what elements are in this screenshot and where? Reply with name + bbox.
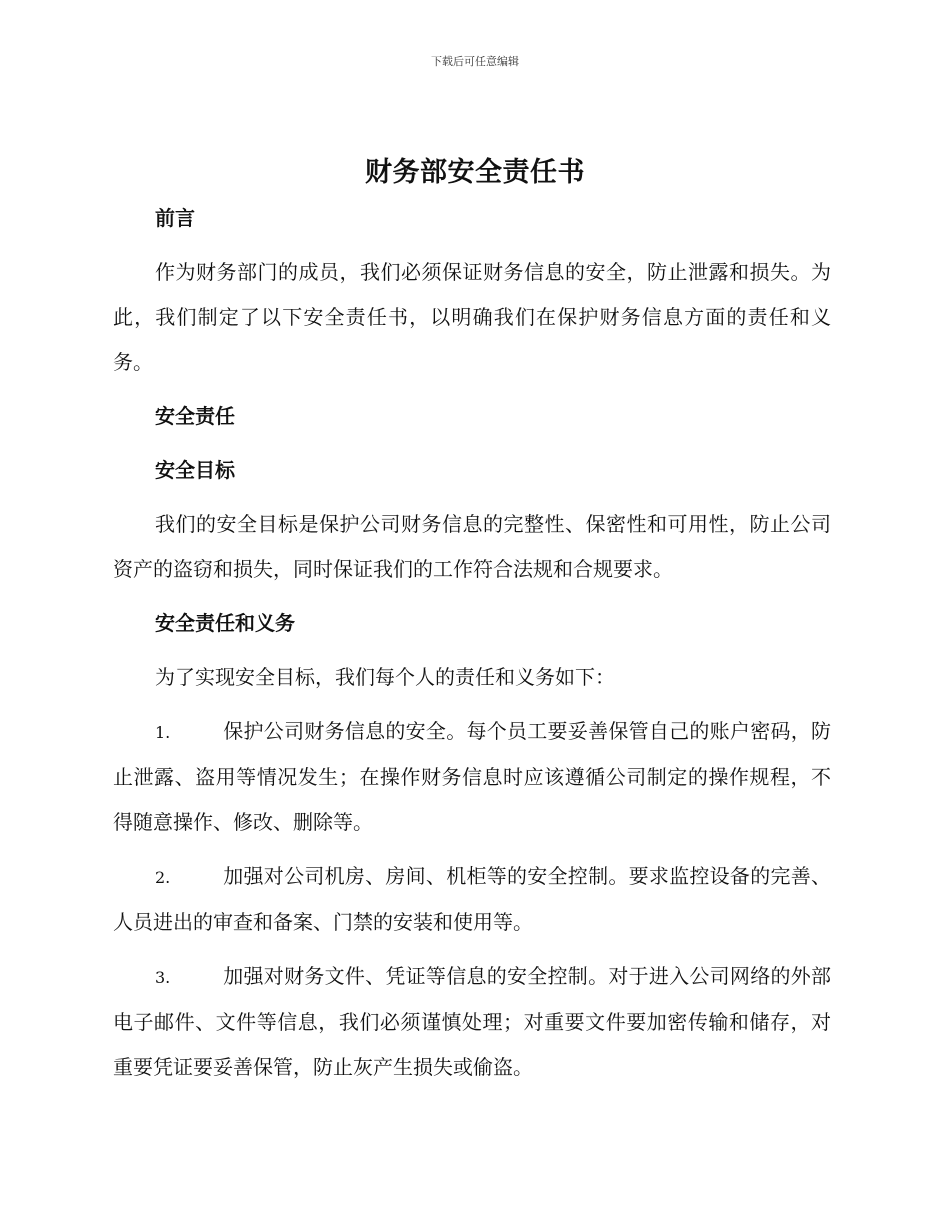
- safety-goal-paragraph: 我们的安全目标是保护公司财务信息的完整性、保密性和可用性，防止公司资产的盗窃和损失，同时保证我们的工作符合法规和合规要求。: [113, 512, 831, 581]
- safety-goal-heading: 安全目标: [155, 458, 235, 482]
- duties-intro-paragraph: 为了实现安全目标，我们每个人的责任和义务如下：: [155, 665, 615, 689]
- document-body: [113, 196, 831, 1099]
- duty-item-number: 1.: [155, 723, 171, 742]
- preface-heading: 前言: [155, 206, 195, 230]
- safety-responsibility-heading: 安全责任: [155, 404, 235, 428]
- page-header-note: 下载后可任意编辑: [431, 55, 519, 68]
- duty-item-2: [113, 854, 831, 945]
- duty-item-number: 3.: [155, 968, 171, 987]
- document-title: 财务部安全责任书: [365, 157, 585, 188]
- preface-paragraph: 作为财务部门的成员，我们必须保证财务信息的安全，防止泄露和损失。为此，我们制定了以下安全责任书，以明确我们在保护财务信息方面的责任和义务。: [113, 260, 831, 374]
- duty-item-1: [113, 709, 831, 845]
- duty-item-3: [113, 954, 831, 1090]
- duty-item-number: 2.: [155, 868, 171, 887]
- duty-item-text: 保护公司财务信息的安全。每个员工要妥善保管自己的账户密码，防止泄露、盗用等情况发生；在操作财务信息时应该遵循公司制定的操作规程，不得随意操作、修改、删除等。: [113, 719, 831, 834]
- duty-item-text: 加强对财务文件、凭证等信息的安全控制。对于进入公司网络的外部电子邮件、文件等信息，我们必须谨慎处理；对重要文件要加密传输和储存，对重要凭证要妥善保管，防止灰产生损失或偷盗。: [113, 964, 831, 1079]
- duty-item-text: 加强对公司机房、房间、机柜等的安全控制。要求监控设备的完善、人员进出的审查和备案、门禁的安装和使用等。: [113, 864, 831, 934]
- duties-heading: 安全责任和义务: [155, 611, 295, 635]
